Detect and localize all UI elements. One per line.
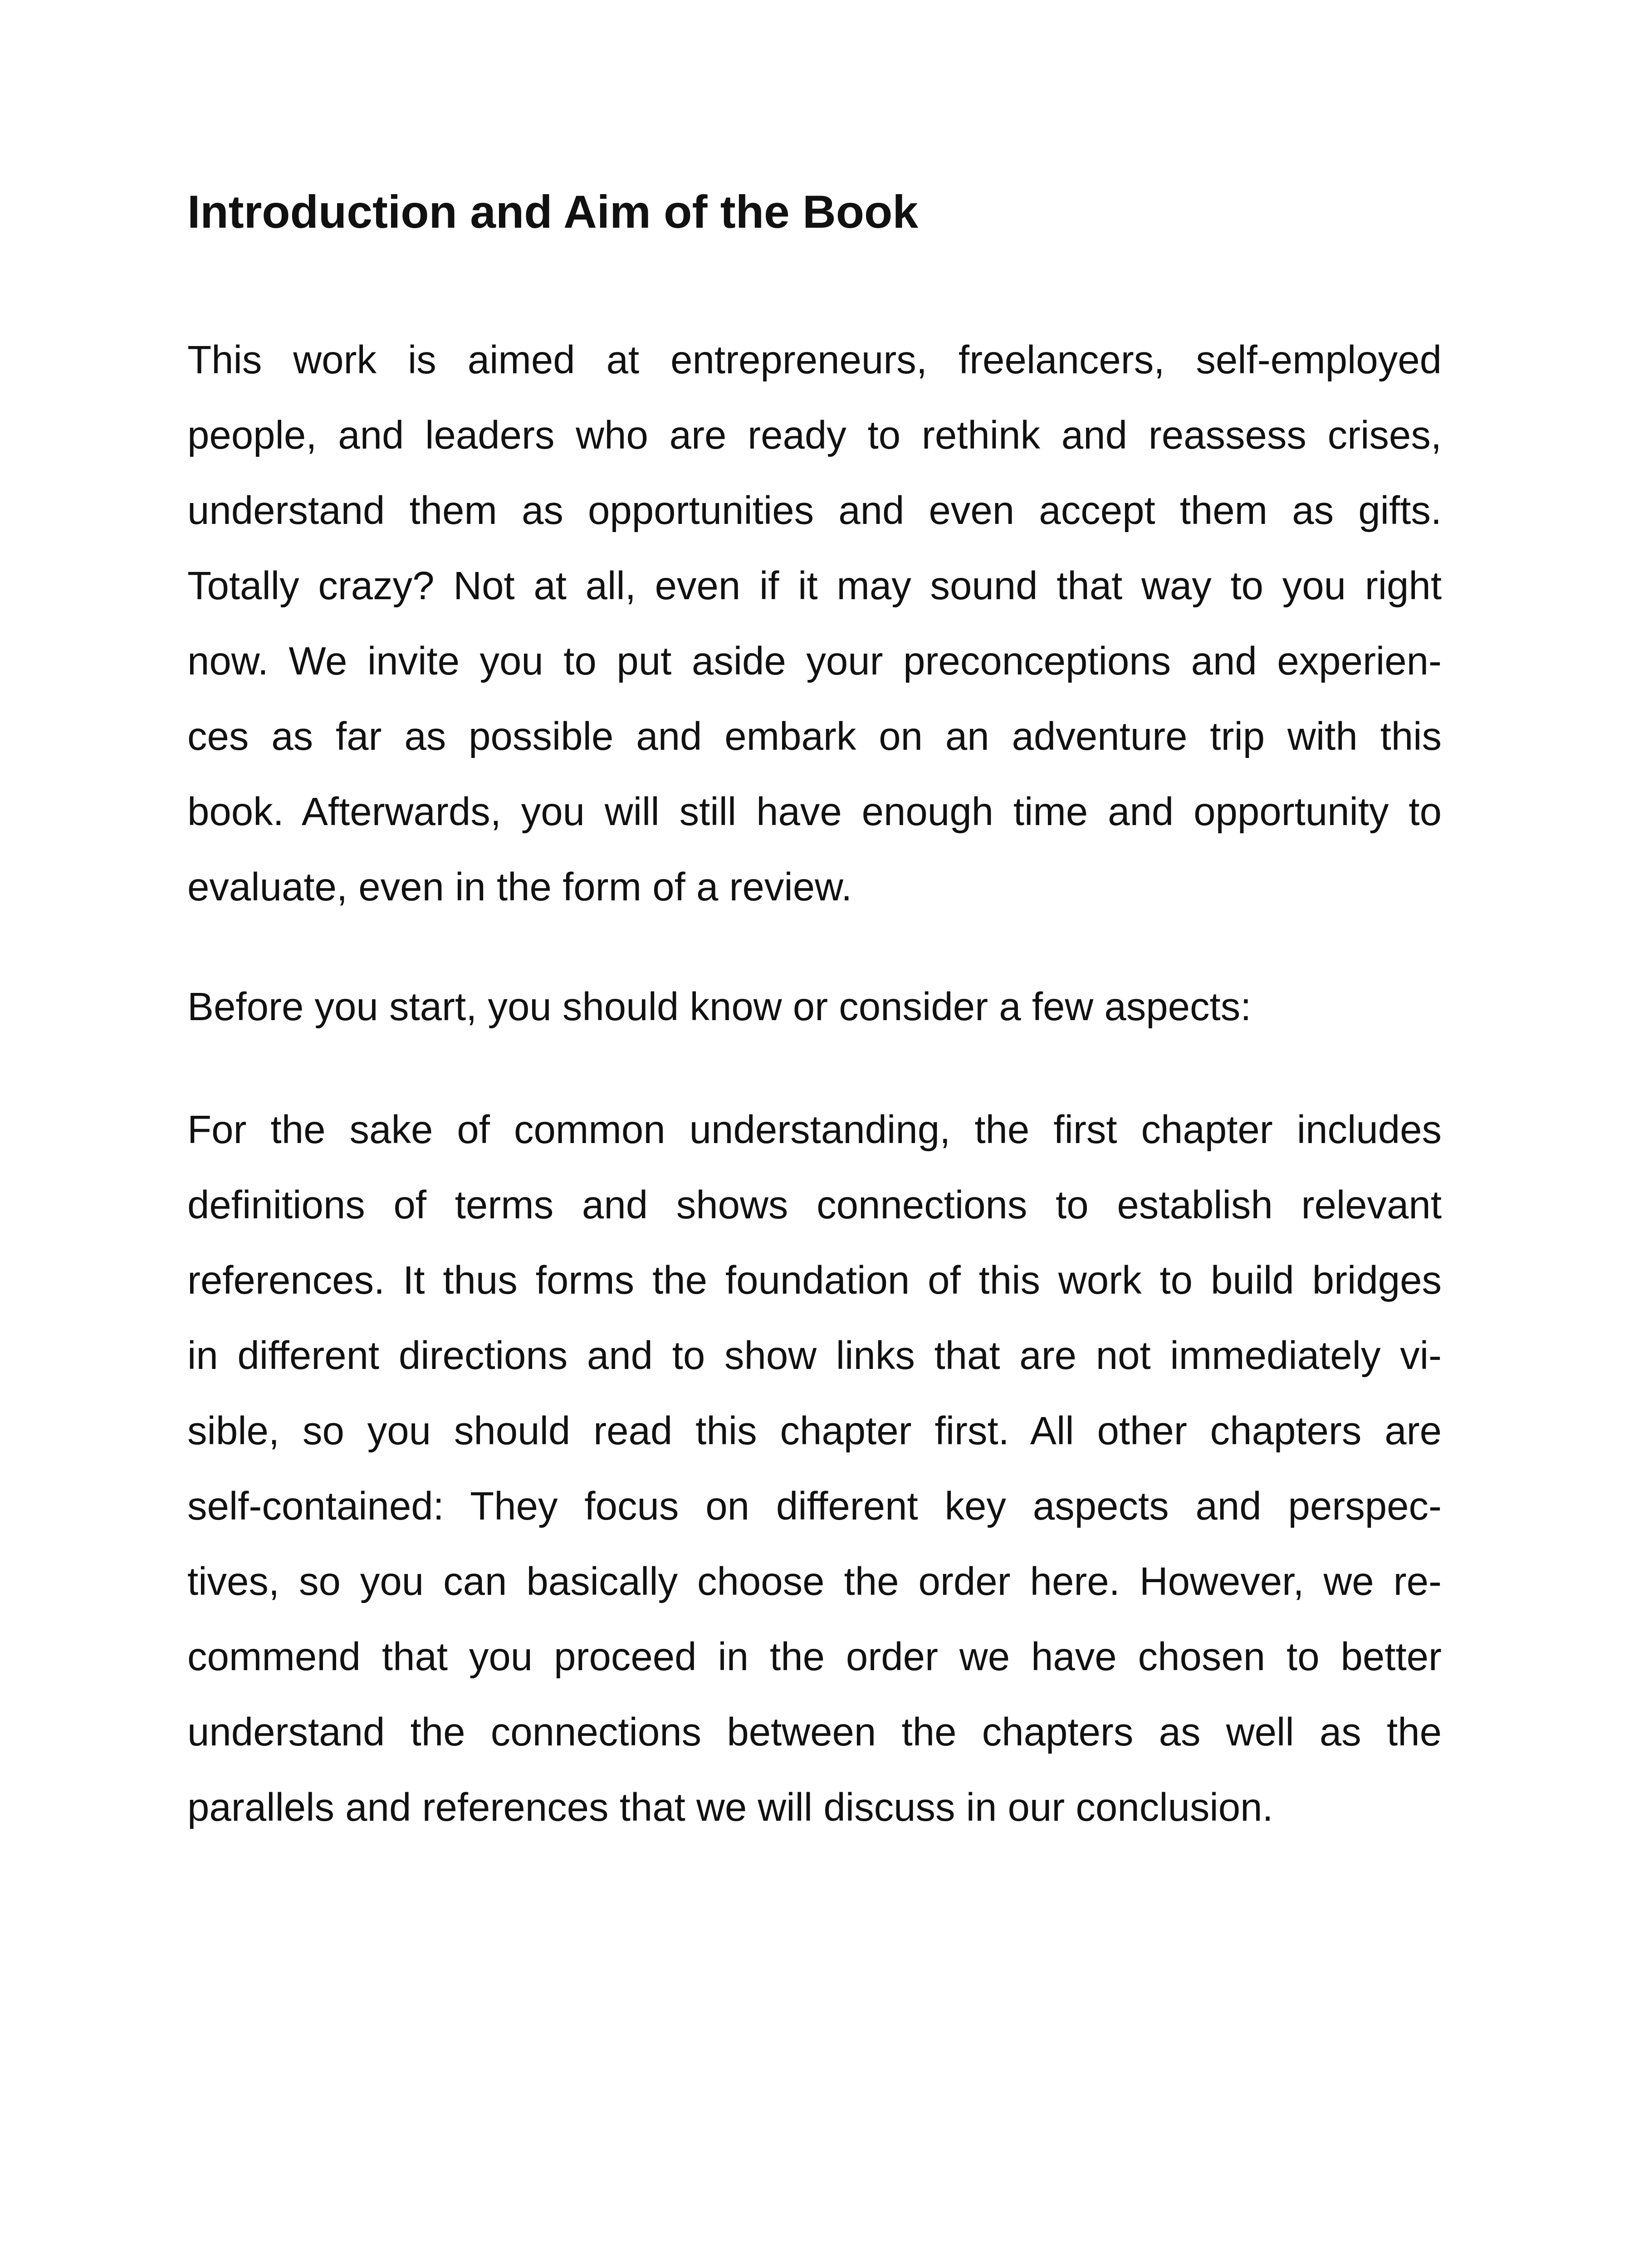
paragraph-line: ces as far as possible and embark on an adventure trip with this (187, 714, 1442, 758)
paragraph-line: now. We invite you to put aside your preconceptions and experien- (187, 639, 1442, 683)
paragraph-chapter-order (187, 1092, 1442, 1845)
paragraph-line: book. Afterwards, you will still have enough time and opportunity to (187, 790, 1442, 834)
paragraph-line: understand them as opportunities and even accept them as gifts. (187, 489, 1442, 533)
paragraph-line: understand the connections between the chapters as well as the (187, 1710, 1442, 1754)
paragraph-line: self-contained: They focus on different key aspects and perspec- (187, 1484, 1442, 1528)
paragraph-line: Totally crazy? Not at all, even if it may sound that way to you right (187, 564, 1442, 608)
paragraph-line: parallels and references that we will discuss in our conclusion. (187, 1785, 1273, 1829)
paragraph-line: commend that you proceed in the order we have chosen to better (187, 1635, 1442, 1679)
paragraph-line: This work is aimed at entrepreneurs, freelancers, self-employed (187, 338, 1442, 382)
chapter-heading: Introduction and Aim of the Book (187, 186, 919, 238)
paragraph-line: in different directions and to show links that are not immediately vi- (187, 1334, 1442, 1378)
paragraph-line: Before you start, you should know or consider a few aspects: (187, 985, 1252, 1029)
paragraph-line: evaluate, even in the form of a review. (187, 865, 852, 909)
paragraph-line: tives, so you can basically choose the order here. However, we re- (187, 1559, 1442, 1603)
paragraph-line: sible, so you should read this chapter first. All other chapters are (187, 1409, 1442, 1453)
paragraph-line: references. It thus forms the foundation of this work to build bridges (187, 1258, 1442, 1302)
paragraph-intro (187, 323, 1442, 925)
paragraph-line: definitions of terms and shows connections to establish relevant (187, 1183, 1442, 1227)
paragraph-line: people, and leaders who are ready to rethink and reassess crises, (187, 413, 1442, 457)
paragraph-aspects-intro (187, 969, 1442, 1045)
paragraph-line: For the sake of common understanding, the first chapter includes (187, 1108, 1442, 1152)
